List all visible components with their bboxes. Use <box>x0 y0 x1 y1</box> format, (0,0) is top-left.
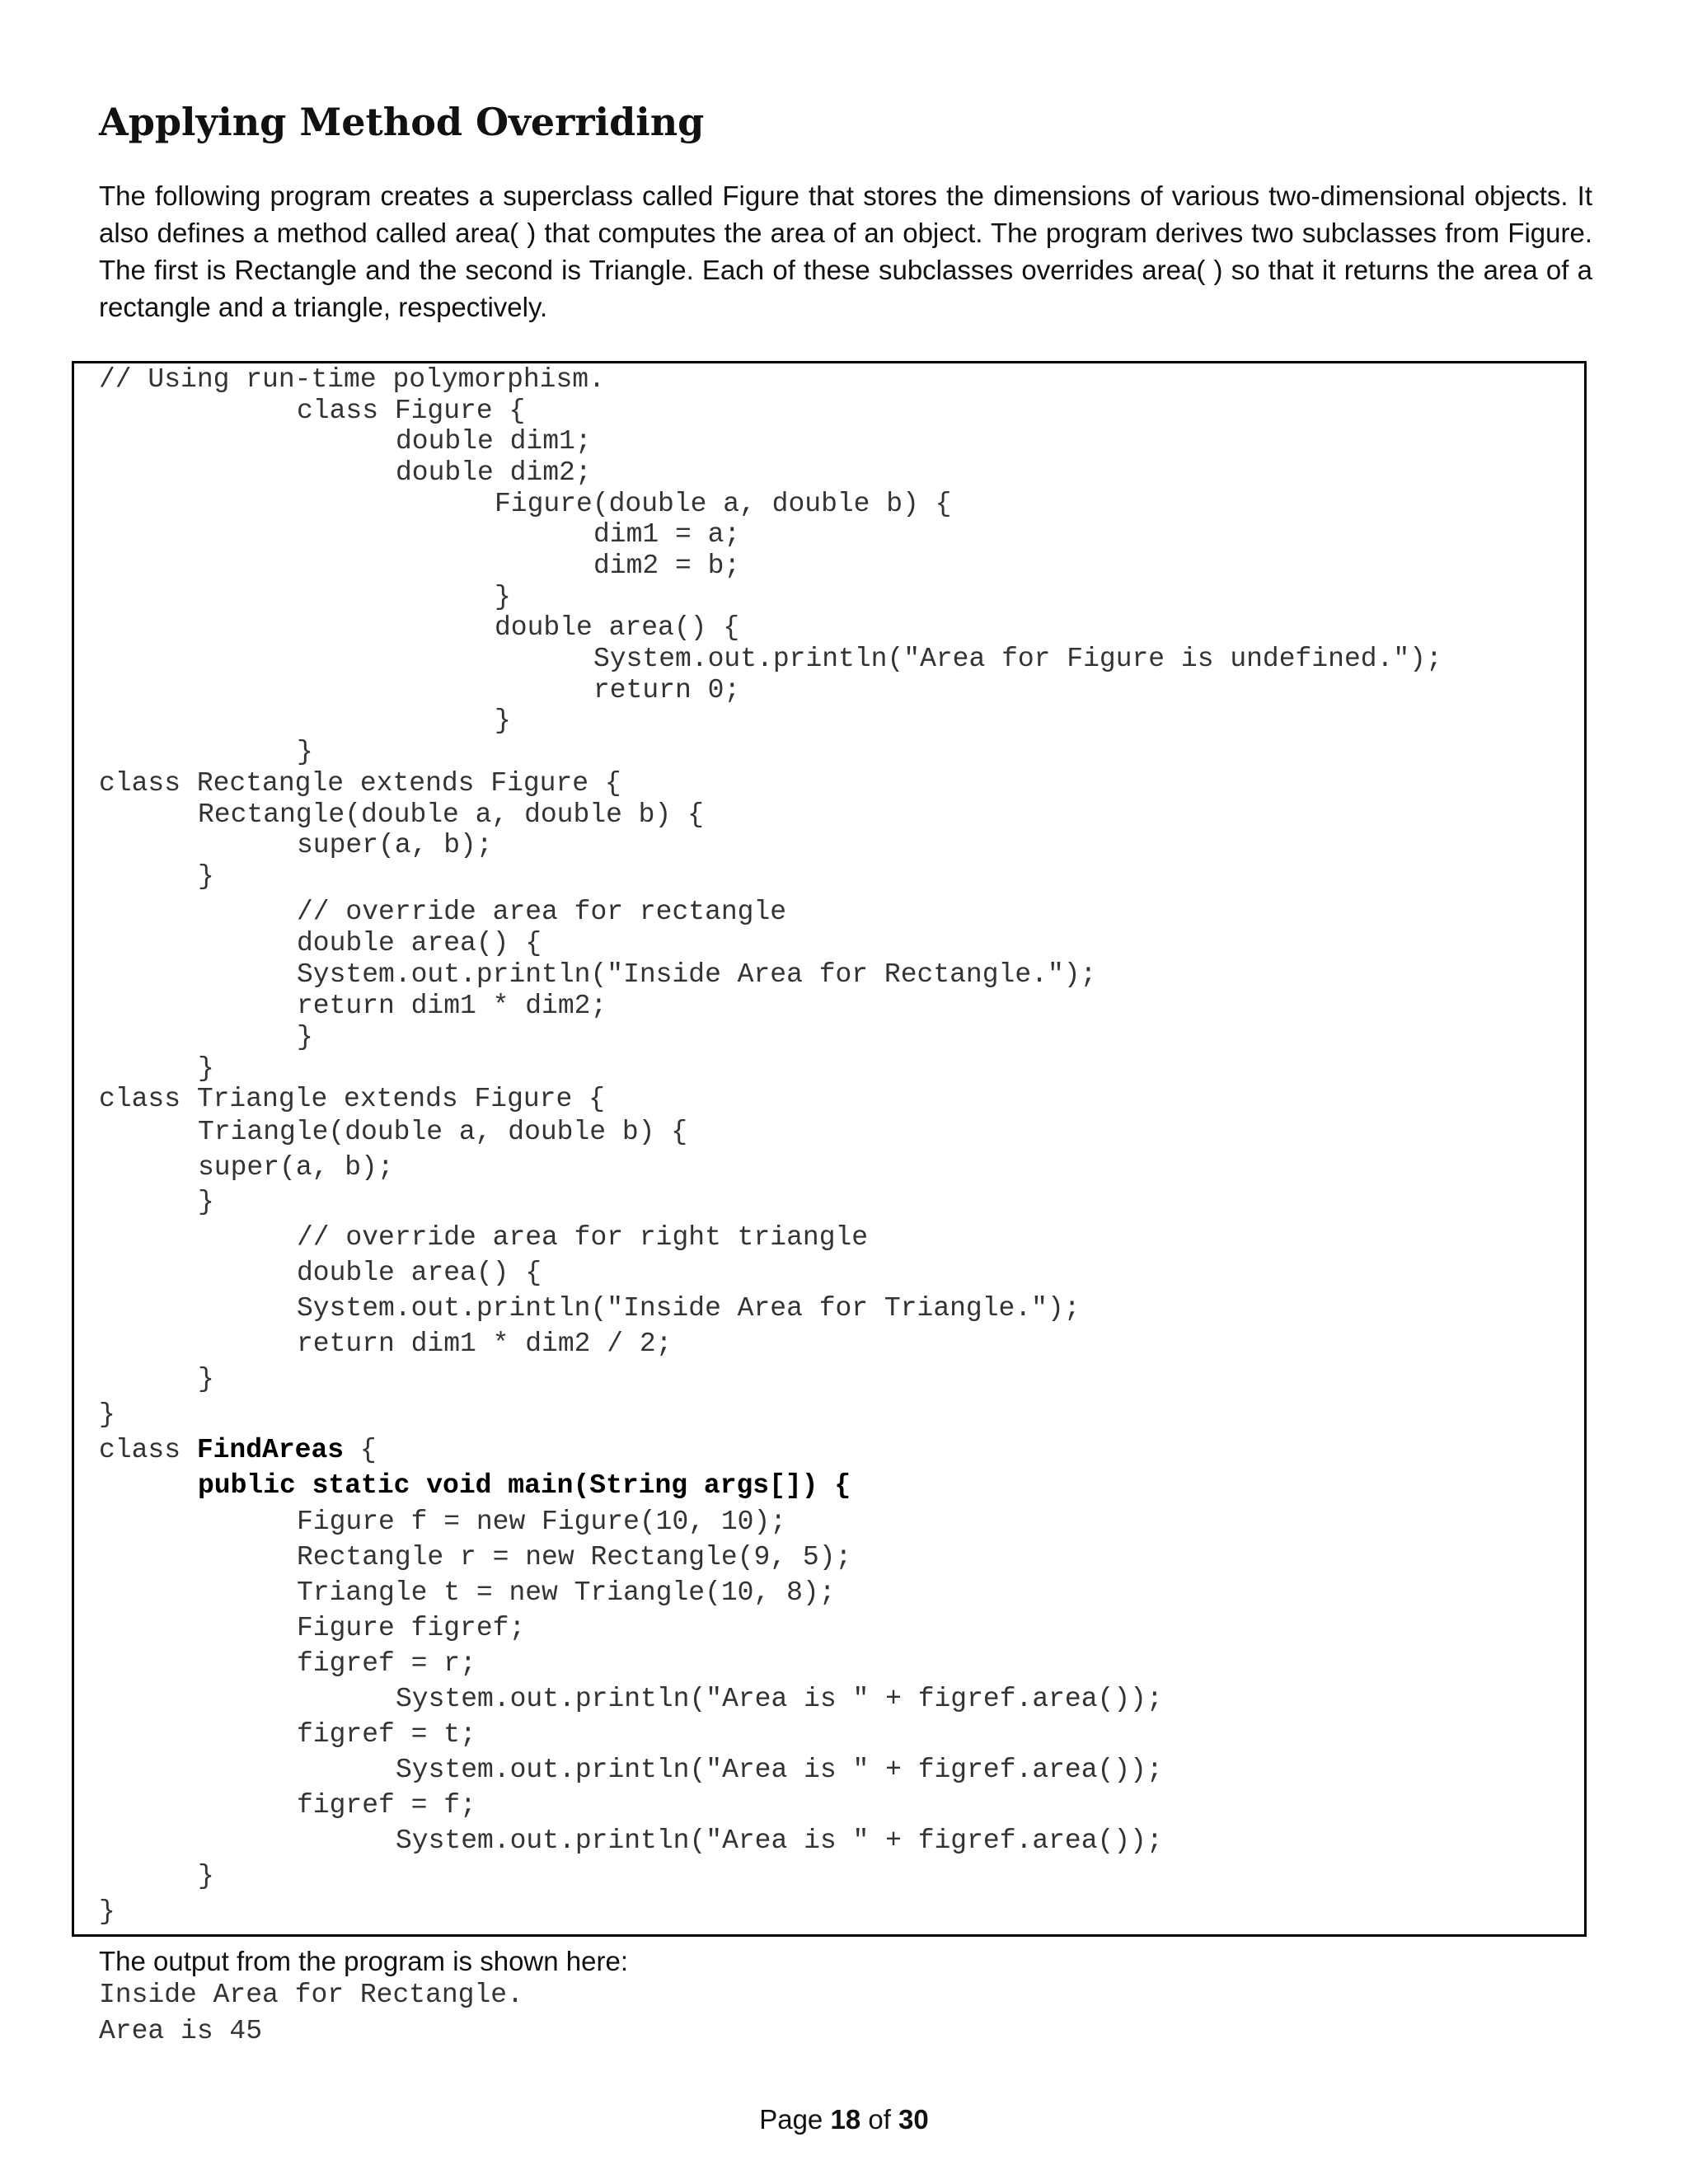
code-line: System.out.println("Inside Area for Rectangle."); <box>297 959 1097 990</box>
code-line: } <box>99 1896 115 1927</box>
footer-prefix: Page <box>759 2104 831 2135</box>
code-line: System.out.println("Area for Figure is undefined."); <box>593 644 1442 674</box>
code-line <box>99 1435 377 1466</box>
footer-middle: of <box>860 2104 899 2135</box>
output-caption: The output from the program is shown here: <box>99 1946 628 1976</box>
code-line: Figure f = new Figure(10, 10); <box>297 1507 787 1537</box>
code-line: Rectangle r = new Rectangle(9, 5); <box>297 1542 852 1572</box>
output-line: Inside Area for Rectangle. <box>99 1980 523 2010</box>
footer-current-page: 18 <box>830 2104 861 2135</box>
code-line: double area() { <box>297 1258 542 1288</box>
code-line: } <box>495 582 511 612</box>
code-line: } <box>297 737 313 767</box>
code-line: // Using run-time polymorphism. <box>99 364 605 395</box>
code-line: System.out.println("Area is " + figref.area()); <box>396 1755 1163 1785</box>
code-main-signature: public static void main(String args[]) { <box>198 1470 851 1501</box>
code-line: return dim1 * dim2 / 2; <box>297 1329 673 1359</box>
code-line: System.out.println("Area is " + figref.area()); <box>396 1825 1163 1856</box>
code-line: super(a, b); <box>198 1152 394 1183</box>
code-line: figref = t; <box>297 1719 476 1750</box>
code-line: } <box>297 1022 313 1052</box>
code-line: return 0; <box>593 675 741 705</box>
footer-total-pages: 30 <box>898 2104 929 2135</box>
code-line: figref = r; <box>297 1648 476 1679</box>
page-heading: Applying Method Overriding <box>99 100 705 144</box>
code-line: System.out.println("Inside Area for Triangle."); <box>297 1293 1081 1324</box>
code-brace: { <box>344 1435 377 1465</box>
code-line: double area() { <box>495 612 740 643</box>
code-line: class Rectangle extends Figure { <box>99 768 621 799</box>
code-line: System.out.println("Area is " + figref.area()); <box>396 1684 1163 1714</box>
code-line: } <box>198 1861 214 1891</box>
code-line: super(a, b); <box>297 830 493 860</box>
code-line: Triangle(double a, double b) { <box>198 1117 688 1147</box>
code-class-name: FindAreas <box>196 1435 345 1465</box>
code-line: } <box>99 1399 115 1430</box>
code-line: figref = f; <box>297 1790 476 1821</box>
code-line: } <box>198 1053 214 1084</box>
code-line: Figure(double a, double b) { <box>495 489 952 519</box>
code-line: double area() { <box>297 928 542 958</box>
code-line <box>198 1470 851 1502</box>
code-line: class Triangle extends Figure { <box>99 1084 605 1114</box>
code-line: } <box>198 1364 214 1394</box>
intro-paragraph: The following program creates a superclass called Figure that stores the dimensions of various two-dimensional objects. It also defines a method called area( ) that computes the area of an object. The program derives two subclasses from Figure. The first is Rectangle and the second is Triangle. Each of these subclasses overrides area( ) so that it returns the area of a rectangle and a triangle, respectively. <box>99 180 1592 322</box>
output-line: Area is 45 <box>99 2016 263 2046</box>
code-line: Figure figref; <box>297 1613 526 1643</box>
code-line: class Figure { <box>297 396 526 426</box>
code-line: Triangle t = new Triangle(10, 8); <box>297 1577 836 1608</box>
code-line: dim1 = a; <box>593 519 741 550</box>
code-line: } <box>495 705 511 736</box>
code-keyword: class <box>99 1435 197 1465</box>
code-line: } <box>198 861 214 892</box>
code-line: Rectangle(double a, double b) { <box>198 799 704 830</box>
code-line: double dim1; <box>396 426 592 457</box>
code-line: dim2 = b; <box>593 551 741 581</box>
code-line: // override area for right triangle <box>297 1222 869 1253</box>
code-line: double dim2; <box>396 457 592 488</box>
code-line: return dim1 * dim2; <box>297 991 607 1021</box>
code-line: // override area for rectangle <box>297 897 787 927</box>
page-number-footer <box>0 2102 1688 2138</box>
code-line: } <box>198 1187 214 1217</box>
